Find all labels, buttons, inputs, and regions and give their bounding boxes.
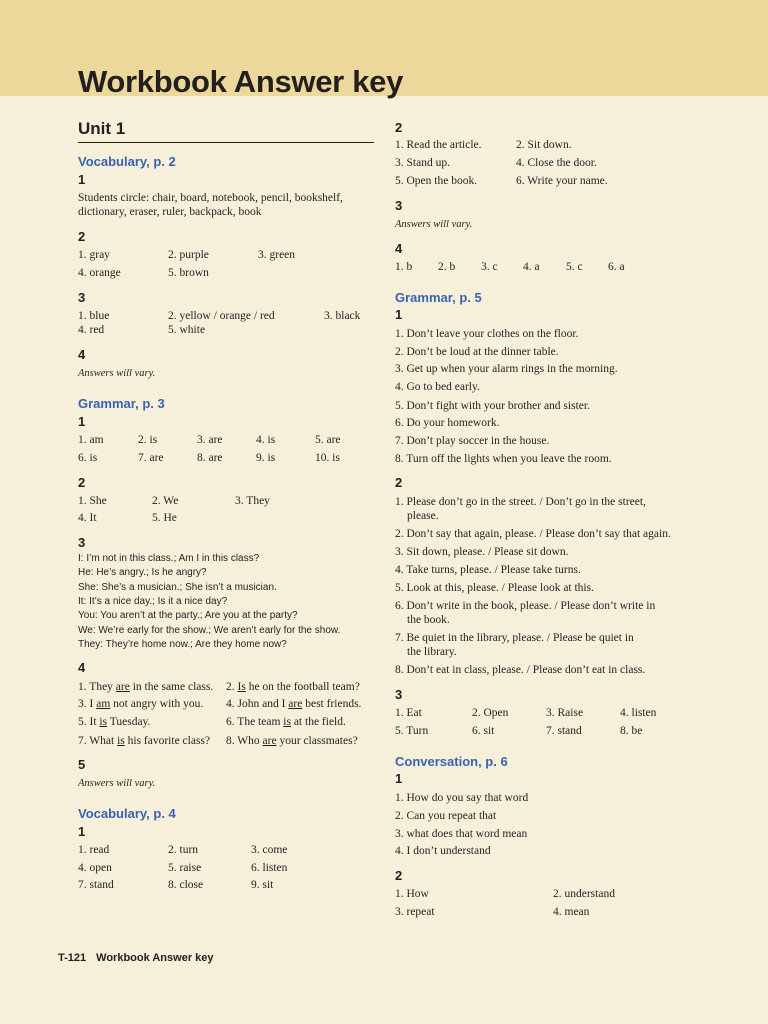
section-heading: Grammar, p. 3 [78, 396, 165, 411]
exercise-number: 1 [78, 824, 86, 839]
answer-item: 3. repeat [395, 906, 435, 918]
answer-line: 1. Don’t leave your clothes on the floor. [395, 328, 579, 340]
exercise-number: 1 [395, 771, 403, 786]
answer-item: 3. green [258, 249, 296, 261]
answer-item: 6. a [608, 261, 625, 273]
page-title: Workbook Answer key [78, 64, 404, 99]
exercise-number: 2 [395, 475, 403, 490]
answer-item: 4. mean [553, 906, 590, 918]
answer-item: 9. is [256, 452, 276, 464]
answer-item: 9. sit [251, 879, 274, 891]
answer-item: 4. Close the door. [516, 157, 597, 169]
answer-item: 7. are [138, 452, 164, 464]
exercise-number: 1 [78, 414, 86, 429]
section-heading: Vocabulary, p. 2 [78, 154, 176, 169]
answer-item: 4. open [78, 862, 112, 874]
answer-item: 3. black [324, 310, 361, 322]
answer-item: 1. b [395, 261, 413, 273]
answer-line: 3. Get up when your alarm rings in the morning. [395, 363, 618, 375]
answer-item: 1. She [78, 495, 107, 507]
answer-item: 6. is [78, 452, 98, 464]
exercise-number: 5 [78, 757, 86, 772]
answer-item: 5. He [152, 512, 177, 524]
answer-item: 5. Open the book. [395, 175, 478, 187]
section-heading: Conversation, p. 6 [395, 754, 508, 769]
answer-line: You: You aren’t at the party.; Are you at the party? [78, 610, 298, 621]
exercise-number: 4 [78, 660, 86, 675]
answer-line: 8. Don’t eat in class, please. / Please don’t eat in class. [395, 664, 646, 676]
answer-item: 2. understand [553, 888, 615, 900]
answer-item: 4. John and I are best friends. [226, 698, 362, 710]
answer-line: She: She’s a musician.; She isn’t a musician. [78, 582, 277, 593]
answer-item: 4. a [523, 261, 540, 273]
exercise-number: 4 [78, 347, 86, 362]
answer-line: It: It’s a nice day.; Is it a nice day? [78, 596, 228, 607]
answer-item: 3. Raise [546, 707, 584, 719]
answer-line: They: They’re home now.; Are they home now? [78, 639, 287, 650]
answer-line: 5. Don’t fight with your brother and sister. [395, 400, 590, 412]
answer-item: 4. It [78, 512, 97, 524]
answer-line: 3. what does that word mean [395, 828, 528, 840]
answer-item: 5. are [315, 434, 341, 446]
answer-item: 2. We [152, 495, 179, 507]
answer-line: the book. [407, 614, 450, 626]
answer-note: Answers will vary. [78, 368, 156, 379]
unit-heading [78, 119, 374, 143]
exercise-number: 2 [78, 475, 86, 490]
unit-title: Unit 1 [78, 119, 126, 138]
answer-line: 6. Don’t write in the book, please. / Please don’t write in [395, 600, 656, 612]
answer-item: 2. yellow / orange / red [168, 310, 275, 322]
exercise-number: 3 [78, 535, 86, 550]
answer-line: I: I’m not in this class.; Am I in this class? [78, 553, 260, 564]
answer-item: 2. b [438, 261, 456, 273]
answer-item: 5. It is Tuesday. [78, 716, 151, 728]
answer-note: Answers will vary. [395, 219, 473, 230]
answer-item: 5. Turn [395, 725, 429, 737]
answer-item: 5. white [168, 324, 206, 336]
answer-item: 5. raise [168, 862, 202, 874]
answer-line: 5. Look at this, please. / Please look at this. [395, 582, 594, 594]
answer-line: please. [407, 510, 439, 522]
answer-item: 6. sit [472, 725, 495, 737]
exercise-number: 2 [395, 120, 403, 135]
answer-item: 8. are [197, 452, 223, 464]
answer-line: 4. I don’t understand [395, 845, 491, 857]
answer-item: 3. I am not angry with you. [78, 698, 204, 710]
answer-item: 10. is [315, 452, 340, 464]
answer-line: 2. Can you repeat that [395, 810, 497, 822]
answer-line: dictionary, eraser, ruler, backpack, book [78, 206, 262, 218]
answer-item: 7. What is his favorite class? [78, 735, 211, 747]
answer-line: 7. Be quiet in the library, please. / Please be quiet in [395, 632, 634, 644]
answer-line: the library. [407, 646, 457, 658]
answer-item: 2. Open [472, 707, 509, 719]
answer-item: 8. be [620, 725, 643, 737]
exercise-number: 2 [395, 868, 403, 883]
answer-item: 6. Write your name. [516, 175, 608, 187]
answer-line: 8. Turn off the lights when you leave the room. [395, 453, 612, 465]
answer-item: 5. brown [168, 267, 209, 279]
answer-line: 6. Do your homework. [395, 417, 500, 429]
exercise-number: 3 [395, 198, 403, 213]
answer-item: 4. red [78, 324, 105, 336]
answer-item: 1. am [78, 434, 104, 446]
exercise-number: 1 [395, 307, 403, 322]
page-footer [58, 951, 214, 965]
answer-line: 2. Don’t be loud at the dinner table. [395, 346, 559, 358]
answer-item: 4. orange [78, 267, 121, 279]
answer-item: 1. blue [78, 310, 110, 322]
answer-item: 1. Eat [395, 707, 422, 719]
answer-line: 4. Take turns, please. / Please take turns. [395, 564, 581, 576]
exercise-number: 4 [395, 241, 403, 256]
answer-line: 1. How do you say that word [395, 792, 529, 804]
footer-label: Workbook Answer key [96, 952, 214, 964]
answer-item: 2. purple [168, 249, 209, 261]
exercise-number: 2 [78, 229, 86, 244]
answer-line: He: He’s angry.; Is he angry? [78, 567, 207, 578]
answer-item: 7. stand [78, 879, 114, 891]
answer-item: 1. gray [78, 249, 110, 261]
answer-item: 8. close [168, 879, 204, 891]
answer-item: 1. Read the article. [395, 139, 482, 151]
answer-item: 4. listen [620, 707, 657, 719]
answer-item: 3. They [235, 495, 270, 507]
answer-item: 2. Is he on the football team? [226, 681, 360, 693]
answer-item: 1. How [395, 888, 429, 900]
answer-item: 2. turn [168, 844, 199, 856]
answer-item: 1. read [78, 844, 110, 856]
answer-item: 6. The team is at the field. [226, 716, 346, 728]
section-heading: Vocabulary, p. 4 [78, 806, 176, 821]
answer-item: 3. c [481, 261, 498, 273]
section-heading: Grammar, p. 5 [395, 290, 482, 305]
answer-item: 7. stand [546, 725, 582, 737]
answer-item: 6. listen [251, 862, 288, 874]
answer-note: Answers will vary. [78, 778, 156, 789]
answer-line: 1. Please don’t go in the street. / Don’t go in the street, [395, 496, 646, 508]
answer-item: 2. Sit down. [516, 139, 572, 151]
answer-item: 2. is [138, 434, 158, 446]
answer-item: 3. are [197, 434, 223, 446]
page-number: T-121 [58, 952, 87, 964]
answer-line: 4. Go to bed early. [395, 381, 480, 393]
answer-line: 7. Don’t play soccer in the house. [395, 435, 550, 447]
answer-item: 3. come [251, 844, 288, 856]
answer-item: 5. c [566, 261, 583, 273]
exercise-number: 3 [78, 290, 86, 305]
answer-item: 1. They are in the same class. [78, 681, 214, 693]
exercise-number: 3 [395, 687, 403, 702]
answer-item: 4. is [256, 434, 276, 446]
answer-item: 8. Who are your classmates? [226, 735, 358, 747]
answer-item: 3. Stand up. [395, 157, 450, 169]
exercise-number: 1 [78, 172, 86, 187]
answer-line: Students circle: chair, board, notebook, pencil, bookshelf, [78, 192, 343, 204]
answer-line: We: We’re early for the show.; We aren’t early for the show. [78, 625, 341, 636]
answer-line: 3. Sit down, please. / Please sit down. [395, 546, 569, 558]
answer-line: 2. Don’t say that again, please. / Please don’t say that again. [395, 528, 671, 540]
